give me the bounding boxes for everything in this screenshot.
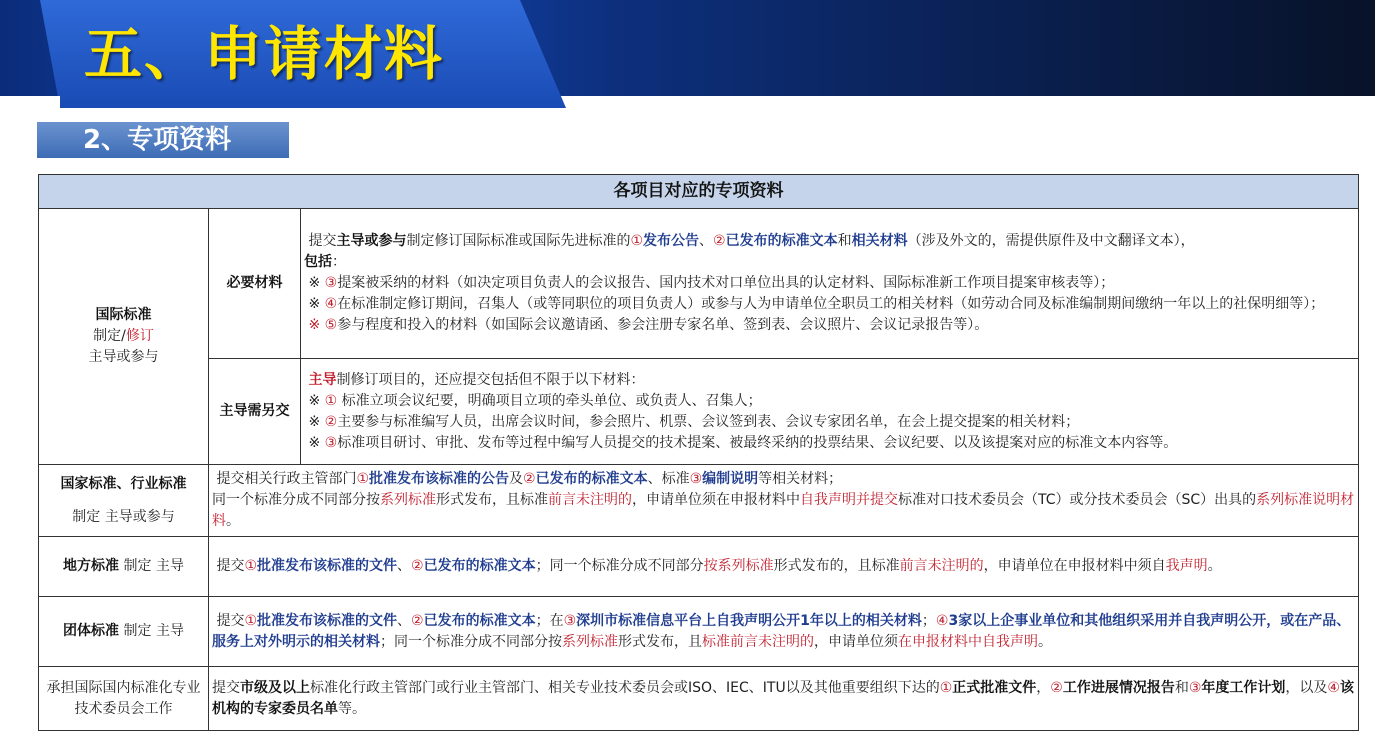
category-intl-sub2: 主导或参与 [88, 349, 159, 365]
intl-required-text [301, 209, 1359, 359]
category-intl [39, 209, 209, 465]
category-local [39, 537, 209, 597]
local-text [209, 537, 1359, 597]
local-line1: 提交①批准发布该标准的文件、②已发布的标准文本；同一个标准分成不同部分按系列标准形式发布的，且标准前言未注明的，申请单位在申报材料中须自我声明。 [216, 558, 1222, 574]
table-row-local [39, 537, 1359, 597]
category-intl-sub: 制定/修订 [93, 328, 154, 344]
table-row-intl-required [39, 209, 1359, 359]
category-local-sub: 制定 主导 [119, 558, 184, 574]
intl-lead-line2: ※ ① 标准立项会议纪要，明确项目立项的牵头单位、或负责人、召集人； [308, 392, 762, 409]
intl-lead-text [301, 359, 1359, 465]
national-line2: 同一个标准分成不同部分按系列标准形式发布，且标准前言未注明的，申请单位须在申报材料中自我声明并提交标准对口技术委员会（TC）或分技术委员会（SC）出具的系列标准说明材料。 [212, 492, 1355, 529]
group-text [209, 597, 1359, 667]
materials-table [38, 174, 1359, 731]
page-title: 五、申请材料 [84, 20, 445, 88]
category-committee: 承担国际国内标准化专业技术委员会工作 [39, 667, 209, 731]
intl-req-line1: 提交主导或参与制定修订国际标准或国际先进标准的①发布公告、②已发布的标准文本和相关材料（涉及外文的，需提供原件及中文翻译文本）， [308, 233, 1195, 249]
table-header-row [39, 175, 1359, 209]
category-intl-name: 国际标准 [95, 307, 152, 323]
category-national-name: 国家标准、行业标准 [60, 475, 187, 492]
table-row-group [39, 597, 1359, 667]
intl-lead-line3: ※ ②主要参与标准编写人员，出席会议时间，参会照片、机票、会议签到表、会议专家团名单，在会上提交提案的相关材料； [308, 413, 1080, 430]
national-text [209, 465, 1359, 537]
table-header: 各项目对应的专项资料 [39, 175, 1359, 209]
group-line1: 提交①批准发布该标准的文件、②已发布的标准文本；在③深圳市标准信息平台上自我声明公开1年以上的相关材料；④3家以上企事业单位和其他组织采用并自我声明公开，或在产品、服务上对外明示的相关材料；同一个标准分成不同部分按系列标准形式发布，且标准前言未注明的，申请单位须在申报材料中自我声明。 [212, 612, 1351, 650]
intl-lead-line4: ※ ③标准项目研讨、审批、发布等过程中编写人员提交的技术提案、被最终采纳的投票结果、会议纪要、以及该提案对应的标准文本内容等。 [308, 434, 1178, 451]
intl-req-line3: ※ ③提案被采纳的材料（如决定项目负责人的会议报告、国内技术对口单位出具的认定材料、国际标准新工作项目提案审核表等）； [308, 275, 1115, 291]
category-national [39, 465, 209, 537]
sub-lead-label: 主导需另交 [209, 359, 301, 465]
national-line1: 提交相关行政主管部门①批准发布该标准的公告及②已发布的标准文本、标准③编制说明等相关材料； [216, 471, 843, 487]
category-group-sub: 制定 主导 [119, 623, 184, 639]
committee-text [209, 667, 1359, 731]
category-local-name: 地方标准 [63, 558, 120, 574]
section-subtitle [37, 122, 289, 158]
table-row-national [39, 465, 1359, 537]
intl-req-line2: 包括： [304, 254, 346, 270]
category-group [39, 597, 209, 667]
table-row-intl-lead [39, 359, 1359, 465]
committee-line1: 提交市级及以上标准化行政主管部门或行业主管部门、相关专业技术委员会或ISO、IEC、ITU以及其他重要组织下达的①正式批准文件，②工作进展情况报告和③年度工作计划，以及④该机构的专家委员名单等。 [212, 679, 1354, 717]
sub-required-label: 必要材料 [209, 209, 301, 359]
intl-req-line5: ※ ⑤参与程度和投入的材料（如国际会议邀请函、参会注册专家名单、签到表、会议照片、会议记录报告等）。 [308, 317, 989, 333]
intl-req-line4: ※ ④在标准制定修订期间，召集人（或等同职位的项目负责人）或参与人为申请单位全职员工的相关材料（如劳动合同及标准编制期间缴纳一年以上的社保明细等）； [308, 296, 1325, 312]
intl-lead-line1: 主导制修订项目的，还应提交包括但不限于以下材料： [308, 371, 645, 388]
category-national-sub: 制定 主导或参与 [72, 508, 175, 525]
table-row-committee [39, 667, 1359, 731]
top-banner [0, 0, 1375, 108]
section-subtitle-text: 2、专项资料 [83, 125, 232, 155]
category-group-name: 团体标准 [63, 623, 120, 639]
